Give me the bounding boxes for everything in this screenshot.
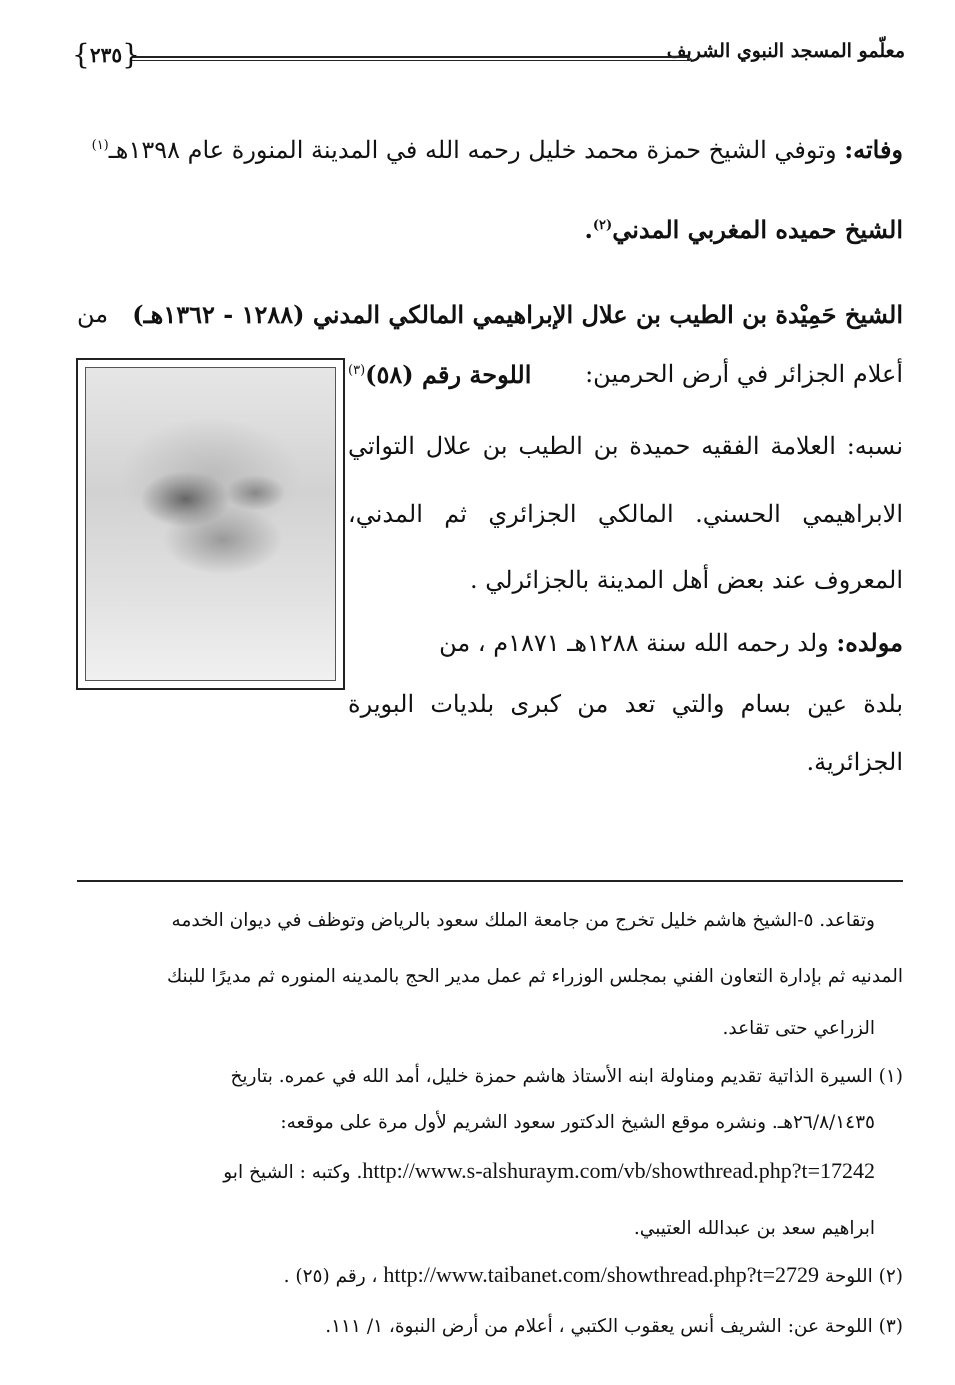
footnote-1-line-2: ٢٦/٨/١٤٣٥هـ. ونشره موقع الشيخ الدكتور سعود الشريم لأول مرة على موقعه:	[280, 1112, 875, 1133]
nasab-line-2: الابراهيمي الحسني. المالكي الجزائري ثم المدني،	[348, 500, 903, 528]
birth-text-1: ولد رحمه الله سنة ١٢٨٨هـ ١٨٧١م ، من	[439, 629, 829, 657]
footnote-ref-3[interactable]: (٣)	[348, 363, 366, 378]
biography-column	[348, 360, 903, 780]
header-title: معلّمو المسجد النبوي الشريف	[666, 40, 905, 62]
footnote-ref-2[interactable]: (٢)	[592, 218, 613, 233]
hamida-maghribi-name: الشيخ حميده المغربي المدني	[612, 215, 903, 244]
footnote-continuation-line-2: المدنيه ثم بإدارة التعاون الفني بمجلس الوزراء ثم عمل مدير الحج بالمدينه المنوره ثم مديرًا للبنك	[166, 966, 903, 987]
footnote-continuation-line-3: الزراعي حتى تقاعد.	[722, 1018, 875, 1039]
footnote-3: (٣) اللوحة عن: الشريف أنس يعقوب الكتبي ، أعلام من أرض النبوة، ١/ ١١١.	[325, 1316, 903, 1337]
plate-label: اللوحة رقم (٥٨)	[365, 360, 532, 389]
alam-text: أعلام الجزائر في أرض الحرمين:	[585, 360, 903, 388]
birth-label: مولده:	[836, 628, 903, 657]
footnote-1-line-1: (١) السيرة الذاتية تقديم ومناولة ابنه الأستاذ هاشم حمزة خليل، أمد الله في عمره. بتاريخ	[230, 1066, 903, 1087]
header-rule	[132, 56, 690, 61]
footnote-1-line-4: ابراهيم سعد بن عبدالله العتيبي.	[633, 1218, 875, 1239]
hamida-full-min: من	[77, 300, 109, 328]
page-number-value: ٢٣٥	[89, 43, 123, 67]
hamida-full-title: الشيخ حَمِيْدة بن الطيب بن علال الإبراهيمي المالكي المدني (١٢٨٨ - ١٣٦٢هـ)	[132, 300, 903, 329]
plate-ref	[348, 360, 531, 389]
hamida-full-heading	[77, 300, 903, 329]
hamida-maghribi-period: .	[584, 215, 593, 244]
page-number-bracket-right: }	[122, 38, 140, 71]
footnote-2-suffix: ، رقم (٢٥) .	[283, 1266, 378, 1287]
birth-line-3: الجزائرية.	[806, 748, 903, 776]
footnote-1-line-3	[223, 1158, 875, 1184]
footnote-2	[284, 1262, 903, 1288]
nasab-line-1: نسبه: العلامة الفقيه حميدة بن الطيب بن علال التواتي	[348, 432, 903, 460]
footnote-2-url[interactable]: http://www.taibanet.com/showthread.php?t=2729	[383, 1262, 820, 1287]
birth-line-2: بلدة عين بسام والتي تعد من كبرى بلديات البويرة	[348, 690, 903, 718]
footnote-separator	[77, 880, 903, 882]
birth-line-1	[348, 628, 903, 657]
death-paragraph	[92, 135, 903, 164]
death-text: وتوفي الشيخ حمزة محمد خليل رحمه الله في المدينة المنورة عام ١٣٩٨هـ	[108, 136, 837, 164]
footnote-2-prefix: (٢) اللوحة	[824, 1266, 903, 1287]
footnote-1-line-3-rest: . وكتبه : الشيخ ابو	[223, 1162, 363, 1183]
hamida-maghribi-heading	[585, 215, 903, 244]
portrait-photo	[76, 358, 345, 690]
nasab-line-3: المعروف عند بعض أهل المدينة بالجزائرلي .	[469, 566, 903, 594]
portrait-image	[85, 367, 336, 681]
alam-line	[348, 360, 903, 389]
footnote-continuation-line-1: وتقاعد. ٥-الشيخ هاشم خليل تخرج من جامعة الملك سعود بالرياض وتوظف في ديوان الخدمه	[171, 910, 875, 931]
page-number	[72, 38, 140, 72]
death-label: وفاته:	[844, 135, 903, 164]
page-number-bracket-left: {	[72, 38, 90, 71]
running-header	[70, 30, 905, 90]
footnote-ref-1[interactable]: (١)	[91, 138, 109, 153]
footnote-1-url[interactable]: http://www.s-alshuraym.com/vb/showthread.php?t=17242	[362, 1158, 875, 1183]
